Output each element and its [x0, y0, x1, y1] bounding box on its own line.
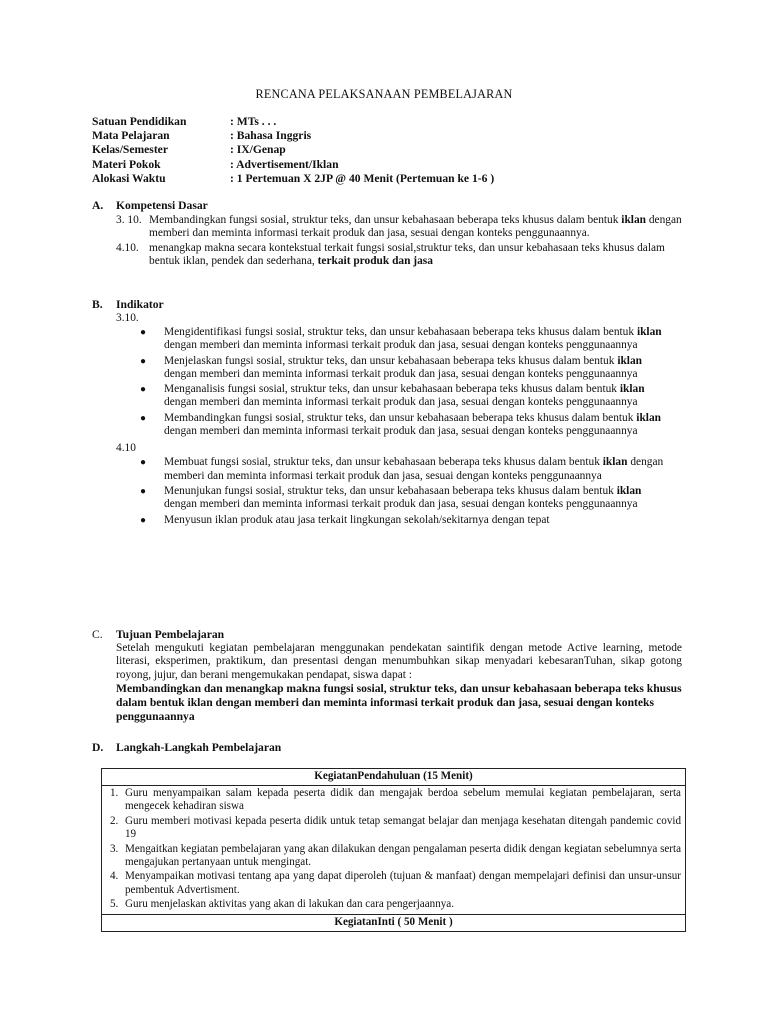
indicator-group-label: 4.10 — [116, 442, 136, 455]
meta-value: : MTs . . . — [230, 115, 277, 128]
list-item: ● Membuat fungsi sosial, struktur teks, dan unsur kebahasaan beberapa teks khusus dalam bentuk iklan dengan memberi dan meminta informasi terkait produk dan jasa, sesuai dengan konteks penggunaannya — [140, 456, 664, 482]
section-tujuan — [92, 628, 682, 724]
bullet-icon: ● — [140, 327, 147, 338]
meta-value: : IX/Genap — [230, 143, 286, 157]
meta-label: Alokasi Waktu — [92, 171, 166, 185]
kd-item: 4.10. menangkap makna secara kontekstual terkait fungsi sosial,struktur teks, dan unsur kebahasaan teks khusus dalam bentuk iklan, pendek dan sederhana, terkait produk dan jasa — [116, 241, 665, 267]
table-row — [102, 786, 686, 915]
document-title: RENCANA PELAKSANAAN PEMBELAJARAN — [255, 87, 513, 101]
section-heading: B. Indikator — [92, 298, 164, 311]
list-item: ● Menjelaskan fungsi sosial, struktur teks, dan unsur kebahasaan beberapa teks khusus dalam bentuk iklan dengan memberi dan meminta informasi terkait produk dan jasa, sesuai dengan konteks penggunaannya — [140, 354, 643, 380]
tujuan-objective: Membandingkan dan menangkap makna fungsi sosial, struktur teks, dan unsur kebahasaan beberapa teks khusus dalam bentuk iklan dengan memberi dan meminta informasi terkait produk dan jasa, sesuai dengan konteks penggunaannya — [116, 681, 682, 723]
meta-label: Kelas/Semester — [92, 143, 168, 157]
bullet-icon: ● — [140, 514, 147, 526]
section-indikator — [92, 298, 682, 529]
list-item: ● Membandingkan fungsi sosial, struktur teks, dan unsur kebahasaan beberapa teks khusus dalam bentuk iklan dengan memberi dan meminta informasi terkait produk dan jasa, sesuai dengan konteks penggunaannya — [140, 411, 661, 438]
table-row — [102, 769, 686, 786]
section-heading: A. Kompetensi Dasar — [92, 199, 208, 212]
meta-label: Satuan Pendidikan — [92, 115, 187, 128]
bullet-icon: ● — [140, 355, 147, 367]
list-item: 4. Menyampaikan motivasi tentang apa yang dapat diperoleh (tujuan & manfaat) dengan mempelajari definisi dan unsur-unsur pembentuk Advertisment. — [110, 870, 681, 896]
section-langkah — [92, 741, 682, 755]
pendahuluan-cell — [102, 786, 686, 915]
tujuan-paragraph: Setelah mengukuti kegiatan pembelajaran menggunakan pendekatan saintifik dengan metode Active learning, metode literasi, eksperimen, praktikum, dan presentasi dengan menumbuhkan sikap menyadari kebesaranTuhan, sikap gotong royong, jujur, dan berani mengemukakan pendapat, siswa dapat : — [116, 642, 682, 681]
list-item: ● Mengidentifikasi fungsi sosial, struktur teks, dan unsur kebahasaan beberapa teks khusus dalam bentuk iklan dengan memberi dan meminta informasi terkait produk dan jasa, sesuai dengan konteks penggunaannya — [140, 326, 662, 352]
table-row — [102, 914, 686, 931]
meta-row — [92, 158, 494, 172]
kd-item: 3. 10. Membandingkan fungsi sosial, struktur teks, dan unsur kebahasaan beberapa teks khusus dalam bentuk iklan dengan memberi dan meminta informasi terkait produk dan jasa, sesuai dengan konteks penggunaannya. — [116, 214, 682, 240]
meta-row — [92, 143, 494, 157]
list-item: 5. Guru menjelaskan aktivitas yang akan di lakukan dan cara pengerjaannya. — [110, 898, 454, 911]
section-heading: C. Tujuan Pembelajaran — [92, 628, 225, 641]
indicator-list — [140, 456, 682, 526]
bullet-icon: ● — [140, 412, 147, 424]
bullet-icon: ● — [140, 485, 147, 497]
list-item: 3. Mengaitkan kegiatan pembelajaran yang akan dilakukan dengan pengalaman peserta didik dengan kegiatan sebelumnya serta mengajukan pertanyaan untuk mengingat. — [110, 842, 682, 869]
bullet-icon: ● — [140, 457, 147, 469]
indicator-group-label: 3.10. — [116, 312, 139, 324]
identity-block — [92, 115, 494, 186]
indicator-list — [140, 326, 682, 438]
meta-label: Mata Pelajaran — [92, 129, 170, 143]
meta-label: Materi Pokok — [92, 157, 161, 171]
list-item: ● Menunjukan fungsi sosial, struktur teks, dan unsur kebahasaan beberapa teks khusus dalam bentuk iklan dengan memberi dan meminta informasi terkait produk dan jasa, sesuai dengan konteks penggunaannya — [140, 484, 642, 511]
list-item: ● Menyusun iklan produk atau jasa terkait lingkungan sekolah/sekitarnya dengan tepat — [140, 513, 550, 526]
steps-table — [101, 768, 686, 932]
list-item: 1. Guru menyampaikan salam kepada peserta didik dan mengajak berdoa sebelum memulai kegiatan pembelajaran, serta mengecek kehadiran siswa — [110, 787, 681, 813]
meta-row — [92, 172, 494, 186]
meta-value: : Bahasa Inggris — [230, 129, 312, 143]
section-kompetensi — [92, 199, 682, 268]
inti-header: KegiatanInti ( 50 Menit ) — [102, 914, 686, 931]
list-item: ● Menganalisis fungsi sosial, struktur teks, dan unsur kebahasaan beberapa teks khusus dalam bentuk iklan dengan memberi dan meminta informasi terkait produk dan jasa, sesuai dengan konteks penggunaannya — [140, 383, 645, 409]
meta-value: : Advertisement/Iklan — [230, 157, 339, 171]
meta-row — [92, 129, 494, 143]
bullet-icon: ● — [140, 384, 147, 396]
pendahuluan-header: KegiatanPendahuluan (15 Menit) — [102, 769, 686, 786]
meta-value: : 1 Pertemuan X 2JP @ 40 Menit (Pertemuan ke 1-6 ) — [230, 171, 495, 185]
pendahuluan-list — [106, 787, 681, 912]
list-item: 2. Guru memberi motivasi kepada peserta didik untuk tetap semangat belajar dan menjaga kesehatan ditengah pandemic covid 19 — [110, 814, 681, 841]
meta-row — [92, 115, 494, 129]
section-heading: D. Langkah-Langkah Pembelajaran — [92, 741, 282, 754]
